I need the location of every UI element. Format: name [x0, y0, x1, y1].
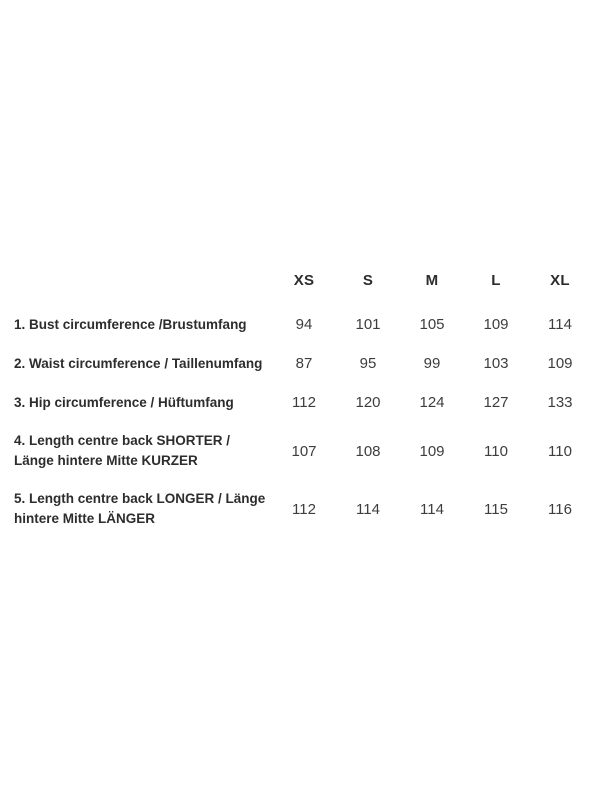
size-chart-table [14, 263, 592, 538]
value-cell: 107 [291, 442, 317, 460]
value-cell: 115 [484, 500, 508, 518]
table-row-hip [14, 383, 592, 422]
row-label-waist: 2. Waist circumference / Taillenumfang [14, 355, 263, 371]
size-header-xl: XL [550, 272, 570, 289]
value-cell: 87 [295, 355, 313, 372]
size-header-m: M [425, 272, 439, 289]
value-cell: 124 [419, 394, 445, 411]
table-row-length-longer [14, 480, 592, 538]
value-cell: 103 [483, 355, 509, 372]
value-cell: 109 [547, 355, 573, 372]
row-label-hip: 3. Hip circumference / Hüftumfang [14, 394, 234, 410]
value-cell: 110 [548, 442, 572, 460]
value-cell: 94 [295, 316, 313, 333]
value-cell: 95 [359, 355, 377, 372]
row-label-length-shorter: 4. Length centre back SHORTER / Länge hintere Mitte KURZER [14, 433, 231, 468]
value-cell: 114 [548, 316, 572, 333]
value-cell: 112 [292, 394, 316, 411]
size-header-s: S [362, 272, 374, 289]
size-header-l: L [491, 272, 501, 289]
table-row-bust [14, 305, 592, 344]
value-cell: 101 [355, 316, 381, 333]
value-cell: 116 [548, 500, 572, 518]
value-cell: 114 [356, 500, 380, 518]
value-cell: 110 [484, 442, 508, 460]
value-cell: 112 [292, 500, 316, 518]
value-cell: 108 [355, 442, 381, 460]
value-cell: 109 [483, 316, 509, 333]
row-label-bust: 1. Bust circumference /Brustumfang [14, 316, 247, 332]
table-row-length-shorter [14, 422, 592, 480]
value-cell: 133 [547, 394, 573, 411]
value-cell: 114 [420, 500, 444, 518]
value-cell: 99 [423, 355, 441, 372]
value-cell: 105 [419, 316, 445, 333]
value-cell: 120 [355, 394, 381, 411]
table-row-waist [14, 344, 592, 383]
value-cell: 109 [419, 442, 445, 460]
size-header-xs: XS [293, 272, 315, 289]
size-header-row [14, 263, 592, 305]
row-label-length-longer: 5. Length centre back LONGER / Länge hintere Mitte LÄNGER [14, 491, 266, 526]
value-cell: 127 [483, 394, 509, 411]
corner-cell [14, 263, 272, 305]
